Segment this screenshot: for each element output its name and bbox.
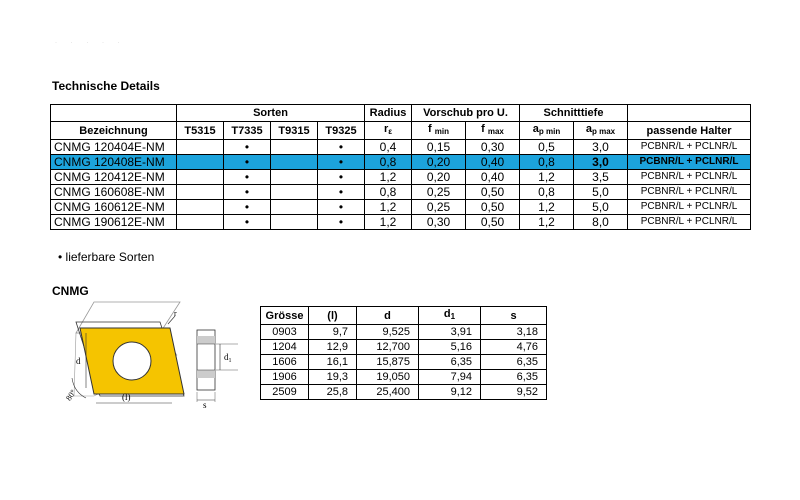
- dims-cell-d: 25,400: [357, 385, 419, 400]
- cell-apmax: 5,0: [574, 200, 628, 215]
- cell-fmin: 0,20: [412, 170, 466, 185]
- cell-r: 0,8: [365, 185, 412, 200]
- side-view-hatch-top: [197, 336, 215, 344]
- cell-halter: PCBNR/L + PCLNR/L: [628, 185, 751, 200]
- cell-apmin: 0,8: [520, 155, 574, 170]
- col-r-epsilon: [365, 122, 412, 140]
- d1-label: $d_1$: [224, 352, 232, 364]
- cell-r: 0,8: [365, 155, 412, 170]
- dims-col-d1-sub: 1: [450, 312, 456, 321]
- table-row: [261, 370, 547, 385]
- dims-cell-d: 19,050: [357, 370, 419, 385]
- col-fmin-sub: min: [434, 127, 449, 136]
- cell-fmin: 0,20: [412, 155, 466, 170]
- cell-t5315: [177, 215, 224, 230]
- cell-t5315: [177, 140, 224, 155]
- col-t5315: T5315: [177, 122, 224, 140]
- cell-fmax: 0,50: [466, 215, 520, 230]
- cell-halter: PCBNR/L + PCLNR/L: [628, 200, 751, 215]
- cell-apmin: 1,2: [520, 215, 574, 230]
- table-row: [51, 200, 751, 215]
- table-row: [51, 140, 751, 155]
- cell-t7335: •: [224, 170, 271, 185]
- cell-halter: PCBNR/L + PCLNR/L: [628, 155, 751, 170]
- s-label: s: [203, 400, 207, 410]
- table-row: [261, 385, 547, 400]
- dims-cell-l: 9,7: [309, 325, 357, 340]
- group-header-row: [51, 105, 751, 122]
- table-row: [51, 155, 751, 170]
- cell-name: CNMG 120408E-NM: [51, 155, 177, 170]
- cell-t9315: [271, 140, 318, 155]
- cell-fmax: 0,40: [466, 155, 520, 170]
- cell-fmin: 0,25: [412, 185, 466, 200]
- dims-cell-groesse: 1906: [261, 370, 309, 385]
- table-row: [51, 215, 751, 230]
- dims-col-d1: [419, 307, 481, 325]
- cell-t9325: •: [318, 155, 365, 170]
- dims-cell-s: 9,52: [481, 385, 547, 400]
- col-f-min: [412, 122, 466, 140]
- availability-note: • lieferbare Sorten: [58, 250, 155, 264]
- cell-t5315: [177, 185, 224, 200]
- cell-name: CNMG 160612E-NM: [51, 200, 177, 215]
- dims-cell-s: 4,76: [481, 340, 547, 355]
- cell-fmax: 0,50: [466, 185, 520, 200]
- cell-r: 1,2: [365, 170, 412, 185]
- table-row: [261, 340, 547, 355]
- dims-cell-l: 12,9: [309, 340, 357, 355]
- cell-fmax: 0,30: [466, 140, 520, 155]
- column-header-row: [51, 122, 751, 140]
- cell-fmin: 0,25: [412, 200, 466, 215]
- cell-apmax: 8,0: [574, 215, 628, 230]
- cell-t7335: •: [224, 155, 271, 170]
- header-radius: Radius: [365, 105, 412, 122]
- dims-cell-groesse: 1606: [261, 355, 309, 370]
- cell-halter: PCBNR/L + PCLNR/L: [628, 215, 751, 230]
- header-sorten: Sorten: [177, 105, 365, 122]
- cell-apmax: 3,0: [574, 140, 628, 155]
- dims-cell-d1: 9,12: [419, 385, 481, 400]
- cell-apmin: 0,8: [520, 185, 574, 200]
- cell-t7335: •: [224, 185, 271, 200]
- l-label: (l): [122, 392, 131, 402]
- radius-label: r: [174, 309, 177, 318]
- table-row: [261, 325, 547, 340]
- dims-cell-s: 6,35: [481, 370, 547, 385]
- dims-cell-groesse: 1204: [261, 340, 309, 355]
- cell-fmin: 0,30: [412, 215, 466, 230]
- cell-apmin: 0,5: [520, 140, 574, 155]
- cell-t9315: [271, 185, 318, 200]
- header-schnitttiefe: Schnitttiefe: [520, 105, 628, 122]
- cell-t7335: •: [224, 200, 271, 215]
- cell-t9325: •: [318, 200, 365, 215]
- faint-header-marks: · · · · ·: [55, 40, 126, 46]
- cell-t9325: •: [318, 215, 365, 230]
- cell-r: 1,2: [365, 200, 412, 215]
- cell-t9315: [271, 155, 318, 170]
- dimensions-table: [260, 306, 547, 400]
- cell-t5315: [177, 170, 224, 185]
- cell-name: CNMG 190612E-NM: [51, 215, 177, 230]
- dims-col-s: s: [481, 307, 547, 325]
- col-fmin-base: f: [428, 123, 432, 135]
- cell-t9315: [271, 170, 318, 185]
- angle-label: 80°: [64, 388, 78, 403]
- cell-name: CNMG 160608E-NM: [51, 185, 177, 200]
- col-r-base: r: [383, 123, 389, 135]
- cell-t5315: [177, 200, 224, 215]
- dims-cell-l: 16,1: [309, 355, 357, 370]
- cell-t9325: •: [318, 185, 365, 200]
- dims-col-groesse: Grösse: [261, 307, 309, 325]
- dims-col-l: (l): [309, 307, 357, 325]
- dims-cell-d1: 5,16: [419, 340, 481, 355]
- cell-fmax: 0,50: [466, 200, 520, 215]
- cell-apmax: 3,0: [574, 155, 628, 170]
- dims-col-d: d: [357, 307, 419, 325]
- cell-t9325: •: [318, 170, 365, 185]
- cell-t9325: •: [318, 140, 365, 155]
- col-f-max: [466, 122, 520, 140]
- col-t7335: T7335: [224, 122, 271, 140]
- dims-cell-d1: 7,94: [419, 370, 481, 385]
- cell-t7335: •: [224, 215, 271, 230]
- dims-cell-l: 19,3: [309, 370, 357, 385]
- col-halter: passende Halter: [628, 122, 751, 140]
- cell-t7335: •: [224, 140, 271, 155]
- insert-hole: [113, 342, 151, 380]
- insert-drawing: [60, 300, 250, 410]
- col-ap-min: [520, 122, 574, 140]
- dims-cell-s: 3,18: [481, 325, 547, 340]
- technical-details-table: [50, 104, 751, 230]
- col-ap-max: [574, 122, 628, 140]
- col-t9325: T9325: [318, 122, 365, 140]
- cell-halter: PCBNR/L + PCLNR/L: [628, 140, 751, 155]
- dims-cell-s: 6,35: [481, 355, 547, 370]
- col-apmin-sub: p min: [538, 127, 561, 136]
- cell-fmax: 0,40: [466, 170, 520, 185]
- cell-name: CNMG 120404E-NM: [51, 140, 177, 155]
- cell-t9315: [271, 200, 318, 215]
- cell-apmin: 1,2: [520, 170, 574, 185]
- cell-r: 0,4: [365, 140, 412, 155]
- d-label: d: [76, 356, 81, 366]
- col-r-sub: ε: [388, 127, 393, 136]
- dims-cell-groesse: 0903: [261, 325, 309, 340]
- col-fmax-base: f: [481, 123, 485, 135]
- insert-title: CNMG: [52, 284, 89, 298]
- table-row: [51, 185, 751, 200]
- dims-cell-d: 12,700: [357, 340, 419, 355]
- empty-header-cell: [628, 105, 751, 122]
- cell-apmax: 5,0: [574, 185, 628, 200]
- col-apmin-base: a: [532, 123, 539, 135]
- dims-cell-l: 25,8: [309, 385, 357, 400]
- section-title: Technische Details: [52, 79, 160, 93]
- dims-cell-d1: 3,91: [419, 325, 481, 340]
- cell-t5315: [177, 155, 224, 170]
- cell-apmin: 1,2: [520, 200, 574, 215]
- dims-cell-d1: 6,35: [419, 355, 481, 370]
- dims-cell-d: 15,875: [357, 355, 419, 370]
- cell-apmax: 3,5: [574, 170, 628, 185]
- dims-header-row: [261, 307, 547, 325]
- cell-r: 1,2: [365, 215, 412, 230]
- col-t9315: T9315: [271, 122, 318, 140]
- empty-header-cell: [51, 105, 177, 122]
- col-apmax-base: a: [585, 123, 592, 135]
- col-fmax-sub: max: [487, 127, 504, 136]
- table-row: [261, 355, 547, 370]
- col-bezeichnung: Bezeichnung: [51, 122, 177, 140]
- table-row: [51, 170, 751, 185]
- cell-halter: PCBNR/L + PCLNR/L: [628, 170, 751, 185]
- cell-name: CNMG 120412E-NM: [51, 170, 177, 185]
- header-vorschub: Vorschub pro U.: [412, 105, 520, 122]
- dims-cell-d: 9,525: [357, 325, 419, 340]
- dims-col-d1-base: d: [443, 308, 451, 320]
- side-view-hatch-bottom: [197, 370, 215, 378]
- dims-cell-groesse: 2509: [261, 385, 309, 400]
- cell-t9315: [271, 215, 318, 230]
- cell-fmin: 0,15: [412, 140, 466, 155]
- col-apmax-sub: p max: [592, 127, 616, 136]
